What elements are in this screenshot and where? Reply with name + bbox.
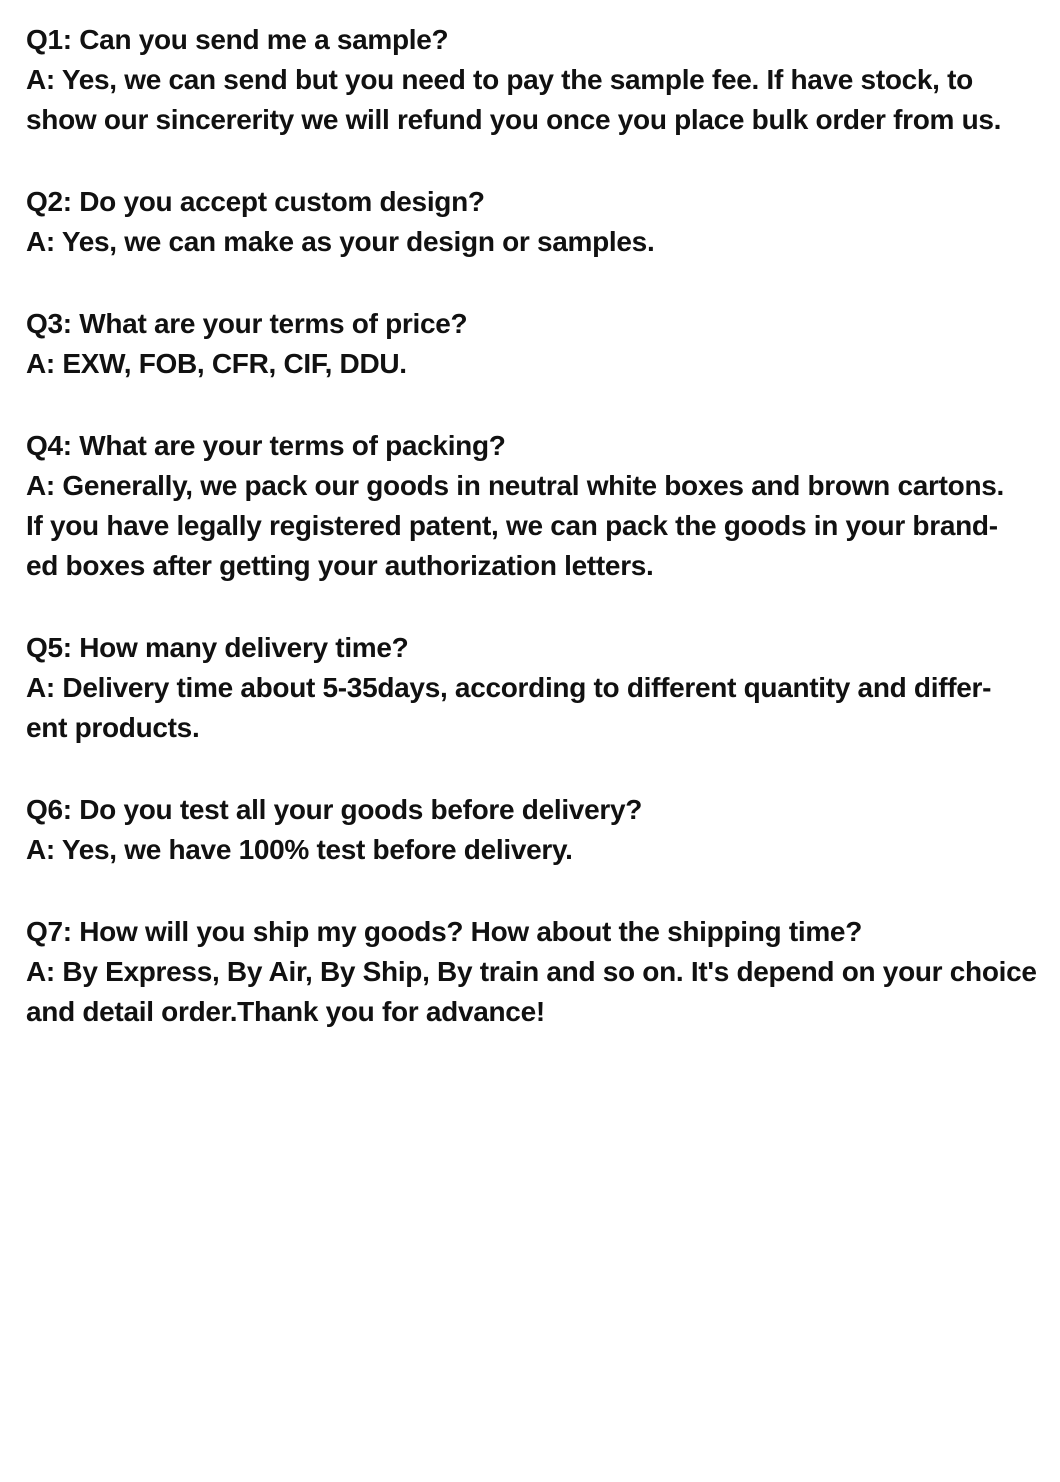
faq-question: Q1: Can you send me a sample? [26, 24, 449, 55]
faq-answer-line: ed boxes after getting your authorization letters. [26, 550, 654, 581]
faq-answer-line: ent products. [26, 712, 200, 743]
faq-question: Q3: What are your terms of price? [26, 308, 468, 339]
faq-question: Q4: What are your terms of packing? [26, 430, 506, 461]
faq-item-q7 [26, 912, 1037, 1032]
faq-question: Q5: How many delivery time? [26, 632, 409, 663]
faq-answer-line: A: Delivery time about 5-35days, according to different quantity and differ- [26, 672, 992, 703]
faq-item-q1 [26, 20, 1034, 140]
faq-answer-line: If you have legally registered patent, we can pack the goods in your brand- [26, 510, 998, 541]
faq-answer-line: A: By Express, By Air, By Ship, By train and so on. It's depend on your choice [26, 956, 1037, 987]
faq-answer-line: show our sincererity we will refund you once you place bulk order from us. [26, 104, 1002, 135]
faq-answer-line: A: Yes, we can send but you need to pay the sample fee. If have stock, to [26, 64, 973, 95]
faq-item-q6 [26, 790, 1034, 870]
faq-answer-line: A: Generally, we pack our goods in neutral white boxes and brown cartons. [26, 470, 1004, 501]
faq-answer-line: A: Yes, we can make as your design or samples. [26, 226, 655, 257]
faq-item-q2 [26, 182, 1034, 262]
faq-question: Q2: Do you accept custom design? [26, 186, 485, 217]
faq-question: Q7: How will you ship my goods? How about the shipping time? [26, 916, 863, 947]
faq-question: Q6: Do you test all your goods before delivery? [26, 794, 643, 825]
faq-answer-line: A: EXW, FOB, CFR, CIF, DDU. [26, 348, 407, 379]
faq-answer-line: and detail order.Thank you for advance! [26, 996, 545, 1027]
faq-answer-line: A: Yes, we have 100% test before delivery. [26, 834, 573, 865]
faq-item-q4 [26, 426, 1034, 586]
faq-item-q5 [26, 628, 1034, 748]
faq-item-q3 [26, 304, 1034, 384]
